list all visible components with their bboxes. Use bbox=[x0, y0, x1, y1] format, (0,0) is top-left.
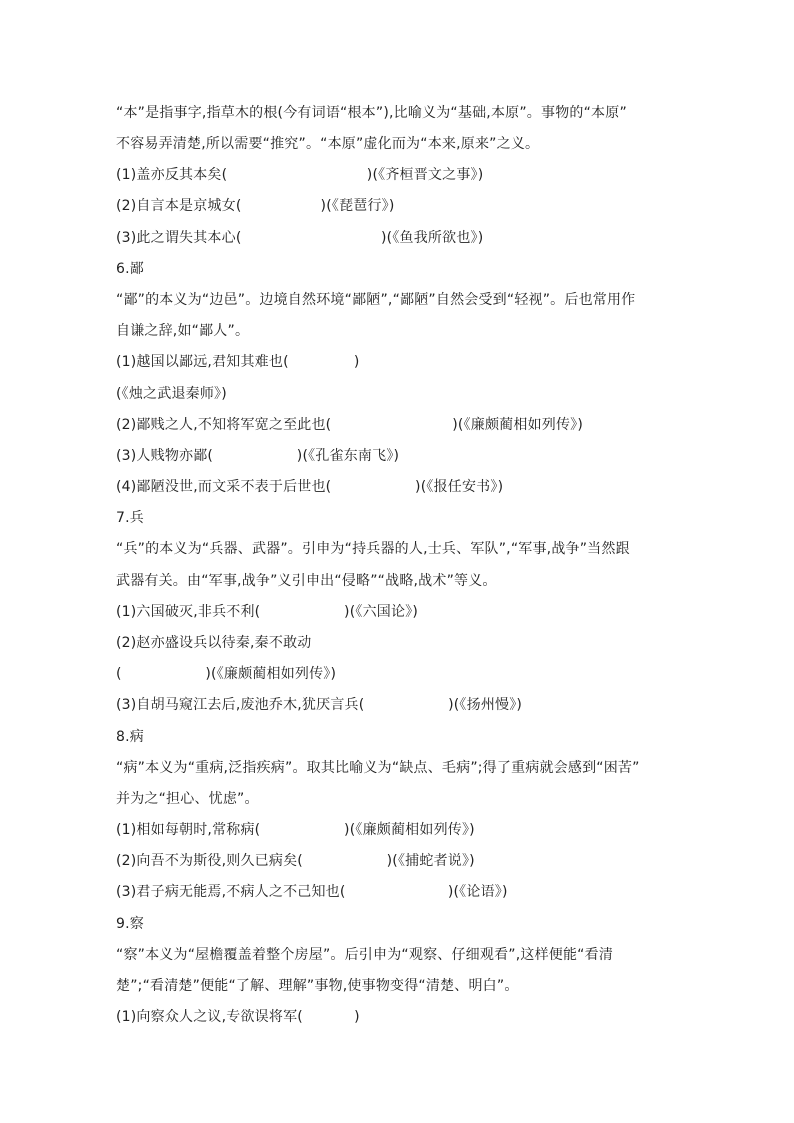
exercise-bing-2-source: ( )(《廉颇蔺相如列传》) bbox=[116, 666, 337, 682]
exercise-bi-3: (3)人贱物亦鄙( )(《孔雀东南飞》) bbox=[116, 448, 400, 464]
paragraph-bi-line-1: “鄙”的本义为“边邑”。边境自然环境“鄙陋”,“鄙陋”自然会受到“轻视”。后也常用作 bbox=[116, 292, 636, 308]
paragraph-bing-line-2: 武器有关。由“军事,战争”义引申出“侵略”“战略,战术”等义。 bbox=[116, 573, 497, 589]
exercise-bingdisease-1: (1)相如每朝时,常称病( )(《廉颇蔺相如列传》) bbox=[116, 822, 475, 838]
exercise-ben-1: (1)盖亦反其本矣( )(《齐桓晋文之事》) bbox=[116, 167, 484, 183]
exercise-bi-2: (2)鄙贱之人,不知将军宽之至此也( )(《廉颇蔺相如列传》) bbox=[116, 417, 584, 433]
exercise-bi-1: (1)越国以鄙远,君知其难也( ) bbox=[116, 354, 360, 370]
exercise-bi-4: (4)鄙陋没世,而文采不表于后世也( )(《报任安书》) bbox=[116, 479, 504, 495]
exercise-bing-3: (3)自胡马窥江去后,废池乔木,犹厌言兵( )(《扬州慢》) bbox=[116, 697, 523, 713]
section-heading-cha: 9.察 bbox=[116, 916, 144, 932]
paragraph-cha-line-2: 楚”;“看清楚”便能“了解、理解”事物,使事物变得“清楚、明白”。 bbox=[116, 978, 519, 994]
exercise-bing-1: (1)六国破灭,非兵不利( )(《六国论》) bbox=[116, 604, 419, 620]
exercise-bi-1-source: (《烛之武退秦师》) bbox=[116, 386, 227, 402]
paragraph-bing-line-1: “兵”的本义为“兵器、武器”。引申为“持兵器的人,士兵、军队”,“军事,战争”当然跟 bbox=[116, 541, 630, 557]
paragraph-ben-line-2: 不容易弄清楚,所以需要“推究”。“本原”虚化而为“本来,原来”之义。 bbox=[116, 136, 540, 152]
paragraph-ben-line-1: “本”是指事字,指草木的根(今有词语“根本”),比喻义为“基础,本原”。事物的“本原” bbox=[116, 105, 627, 121]
exercise-bing-2: (2)赵亦盛设兵以待秦,秦不敢动 bbox=[116, 635, 312, 651]
exercise-bingdisease-2: (2)向吾不为斯役,则久已病矣( )(《捕蛇者说》) bbox=[116, 853, 475, 869]
exercise-ben-3: (3)此之谓失其本心( )(《鱼我所欲也》) bbox=[116, 230, 484, 246]
paragraph-bingdisease-line-1: “病”本义为“重病,泛指疾病”。取其比喻义为“缺点、毛病”;得了重病就会感到“困苦” bbox=[116, 760, 640, 776]
paragraph-bingdisease-line-2: 并为之“担心、忧虑”。 bbox=[116, 791, 259, 807]
exercise-cha-1: (1)向察众人之议,专欲误将军( ) bbox=[116, 1009, 360, 1025]
section-heading-bingdisease: 8.病 bbox=[116, 729, 144, 745]
exercise-bingdisease-3: (3)君子病无能焉,不病人之不己知也( )(《论语》) bbox=[116, 884, 508, 900]
section-heading-bi: 6.鄙 bbox=[116, 261, 144, 277]
section-heading-bing: 7.兵 bbox=[116, 510, 144, 526]
paragraph-cha-line-1: “察”本义为“屋檐覆盖着整个房屋”。后引申为“观察、仔细观看”,这样便能“看清 bbox=[116, 947, 614, 963]
paragraph-bi-line-2: 自谦之辞,如“鄙人”。 bbox=[116, 323, 250, 339]
exercise-ben-2: (2)自言本是京城女( )(《琵琶行》) bbox=[116, 198, 395, 214]
